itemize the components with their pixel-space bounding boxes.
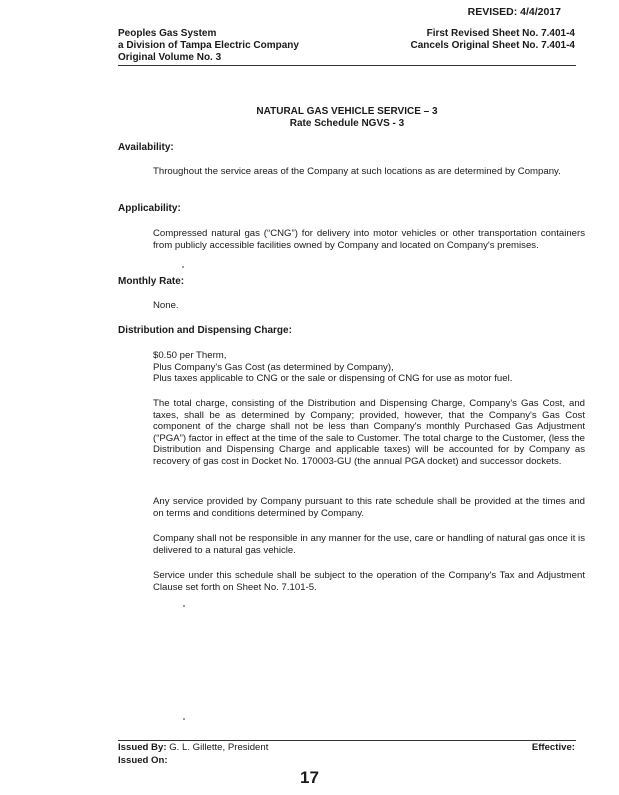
service-terms-paragraph: Any service provided by Company pursuant to this rate schedule shall be provided at the times and on terms and conditions determined by Company. bbox=[153, 496, 585, 519]
title-line-1: NATURAL GAS VEHICLE SERVICE – 3 bbox=[256, 106, 438, 117]
company-name: Peoples Gas System bbox=[118, 28, 217, 39]
speck-mark bbox=[183, 605, 185, 607]
effective-label: Effective: bbox=[531, 742, 575, 753]
charge-line-1: $0.50 per Therm, bbox=[153, 350, 227, 361]
effective-line bbox=[532, 742, 575, 754]
footer-rule bbox=[118, 740, 576, 741]
issued-on-label: Issued On: bbox=[118, 755, 168, 766]
document-title bbox=[118, 106, 576, 130]
total-charge-paragraph: The total charge, consisting of the Distribution and Dispensing Charge, Company's Gas Cost, and taxes, shall be as determined by Company; provided, however, that the Company's Gas Cost component of the charge shall not be less than Company's monthly Purchased Gas Adjustment (“PGA”) factor in effect at the time of the sale to Customer. The total charge to the Customer, (less the Distribution and Dispensing Charge and applicable taxes) will be accounted for by Company as recovery of gas cost in Docket No. 170003-GU (the annual PGA docket) and successor dockets. bbox=[153, 398, 585, 467]
applicability-text: Compressed natural gas (“CNG”) for delivery into motor vehicles or other transportation containers from publicly accessible facilities owned by Company and located on Company's premises. bbox=[153, 228, 585, 251]
page-number: 17 bbox=[300, 768, 319, 787]
charge-line-3: Plus taxes applicable to CNG or the sale or dispensing of CNG for use as motor fuel. bbox=[153, 373, 513, 385]
header-left bbox=[118, 28, 299, 64]
header-right bbox=[410, 28, 575, 52]
monthly-rate-heading: Monthly Rate: bbox=[118, 276, 185, 287]
availability-heading: Availability: bbox=[118, 142, 174, 153]
issued-by-label: Issued By: bbox=[118, 742, 167, 753]
title-line-2: Rate Schedule NGVS - 3 bbox=[289, 118, 405, 129]
cancels-sheet: Cancels Original Sheet No. 7.401-4 bbox=[410, 40, 575, 51]
revised-date: REVISED: 4/4/2017 bbox=[467, 6, 561, 18]
responsibility-paragraph: Company shall not be responsible in any manner for the use, care or handling of natural gas once it is delivered to a natural gas vehicle. bbox=[153, 533, 585, 556]
availability-text: Throughout the service areas of the Company at such locations as are determined by Company. bbox=[153, 166, 561, 177]
speck-mark bbox=[183, 718, 185, 720]
issued-by-line bbox=[118, 742, 268, 754]
division-name: a Division of Tampa Electric Company bbox=[118, 40, 299, 51]
distribution-heading: Distribution and Dispensing Charge: bbox=[118, 325, 292, 336]
header-rule bbox=[118, 65, 576, 66]
sheet-number: First Revised Sheet No. 7.401-4 bbox=[426, 28, 575, 39]
applicability-heading: Applicability: bbox=[118, 203, 181, 214]
charge-lines bbox=[153, 350, 585, 385]
monthly-rate-text: None. bbox=[153, 300, 179, 311]
issued-by-name: G. L. Gillette, President bbox=[169, 742, 269, 753]
issued-on-line bbox=[118, 755, 168, 767]
tax-clause-paragraph: Service under this schedule shall be subject to the operation of the Company's Tax and Adjustment Clause set forth on Sheet No. 7.101-5. bbox=[153, 570, 585, 593]
charge-line-2: Plus Company's Gas Cost (as determined by Company), bbox=[153, 361, 394, 373]
speck-mark bbox=[182, 266, 184, 268]
volume-number: Original Volume No. 3 bbox=[118, 52, 222, 63]
